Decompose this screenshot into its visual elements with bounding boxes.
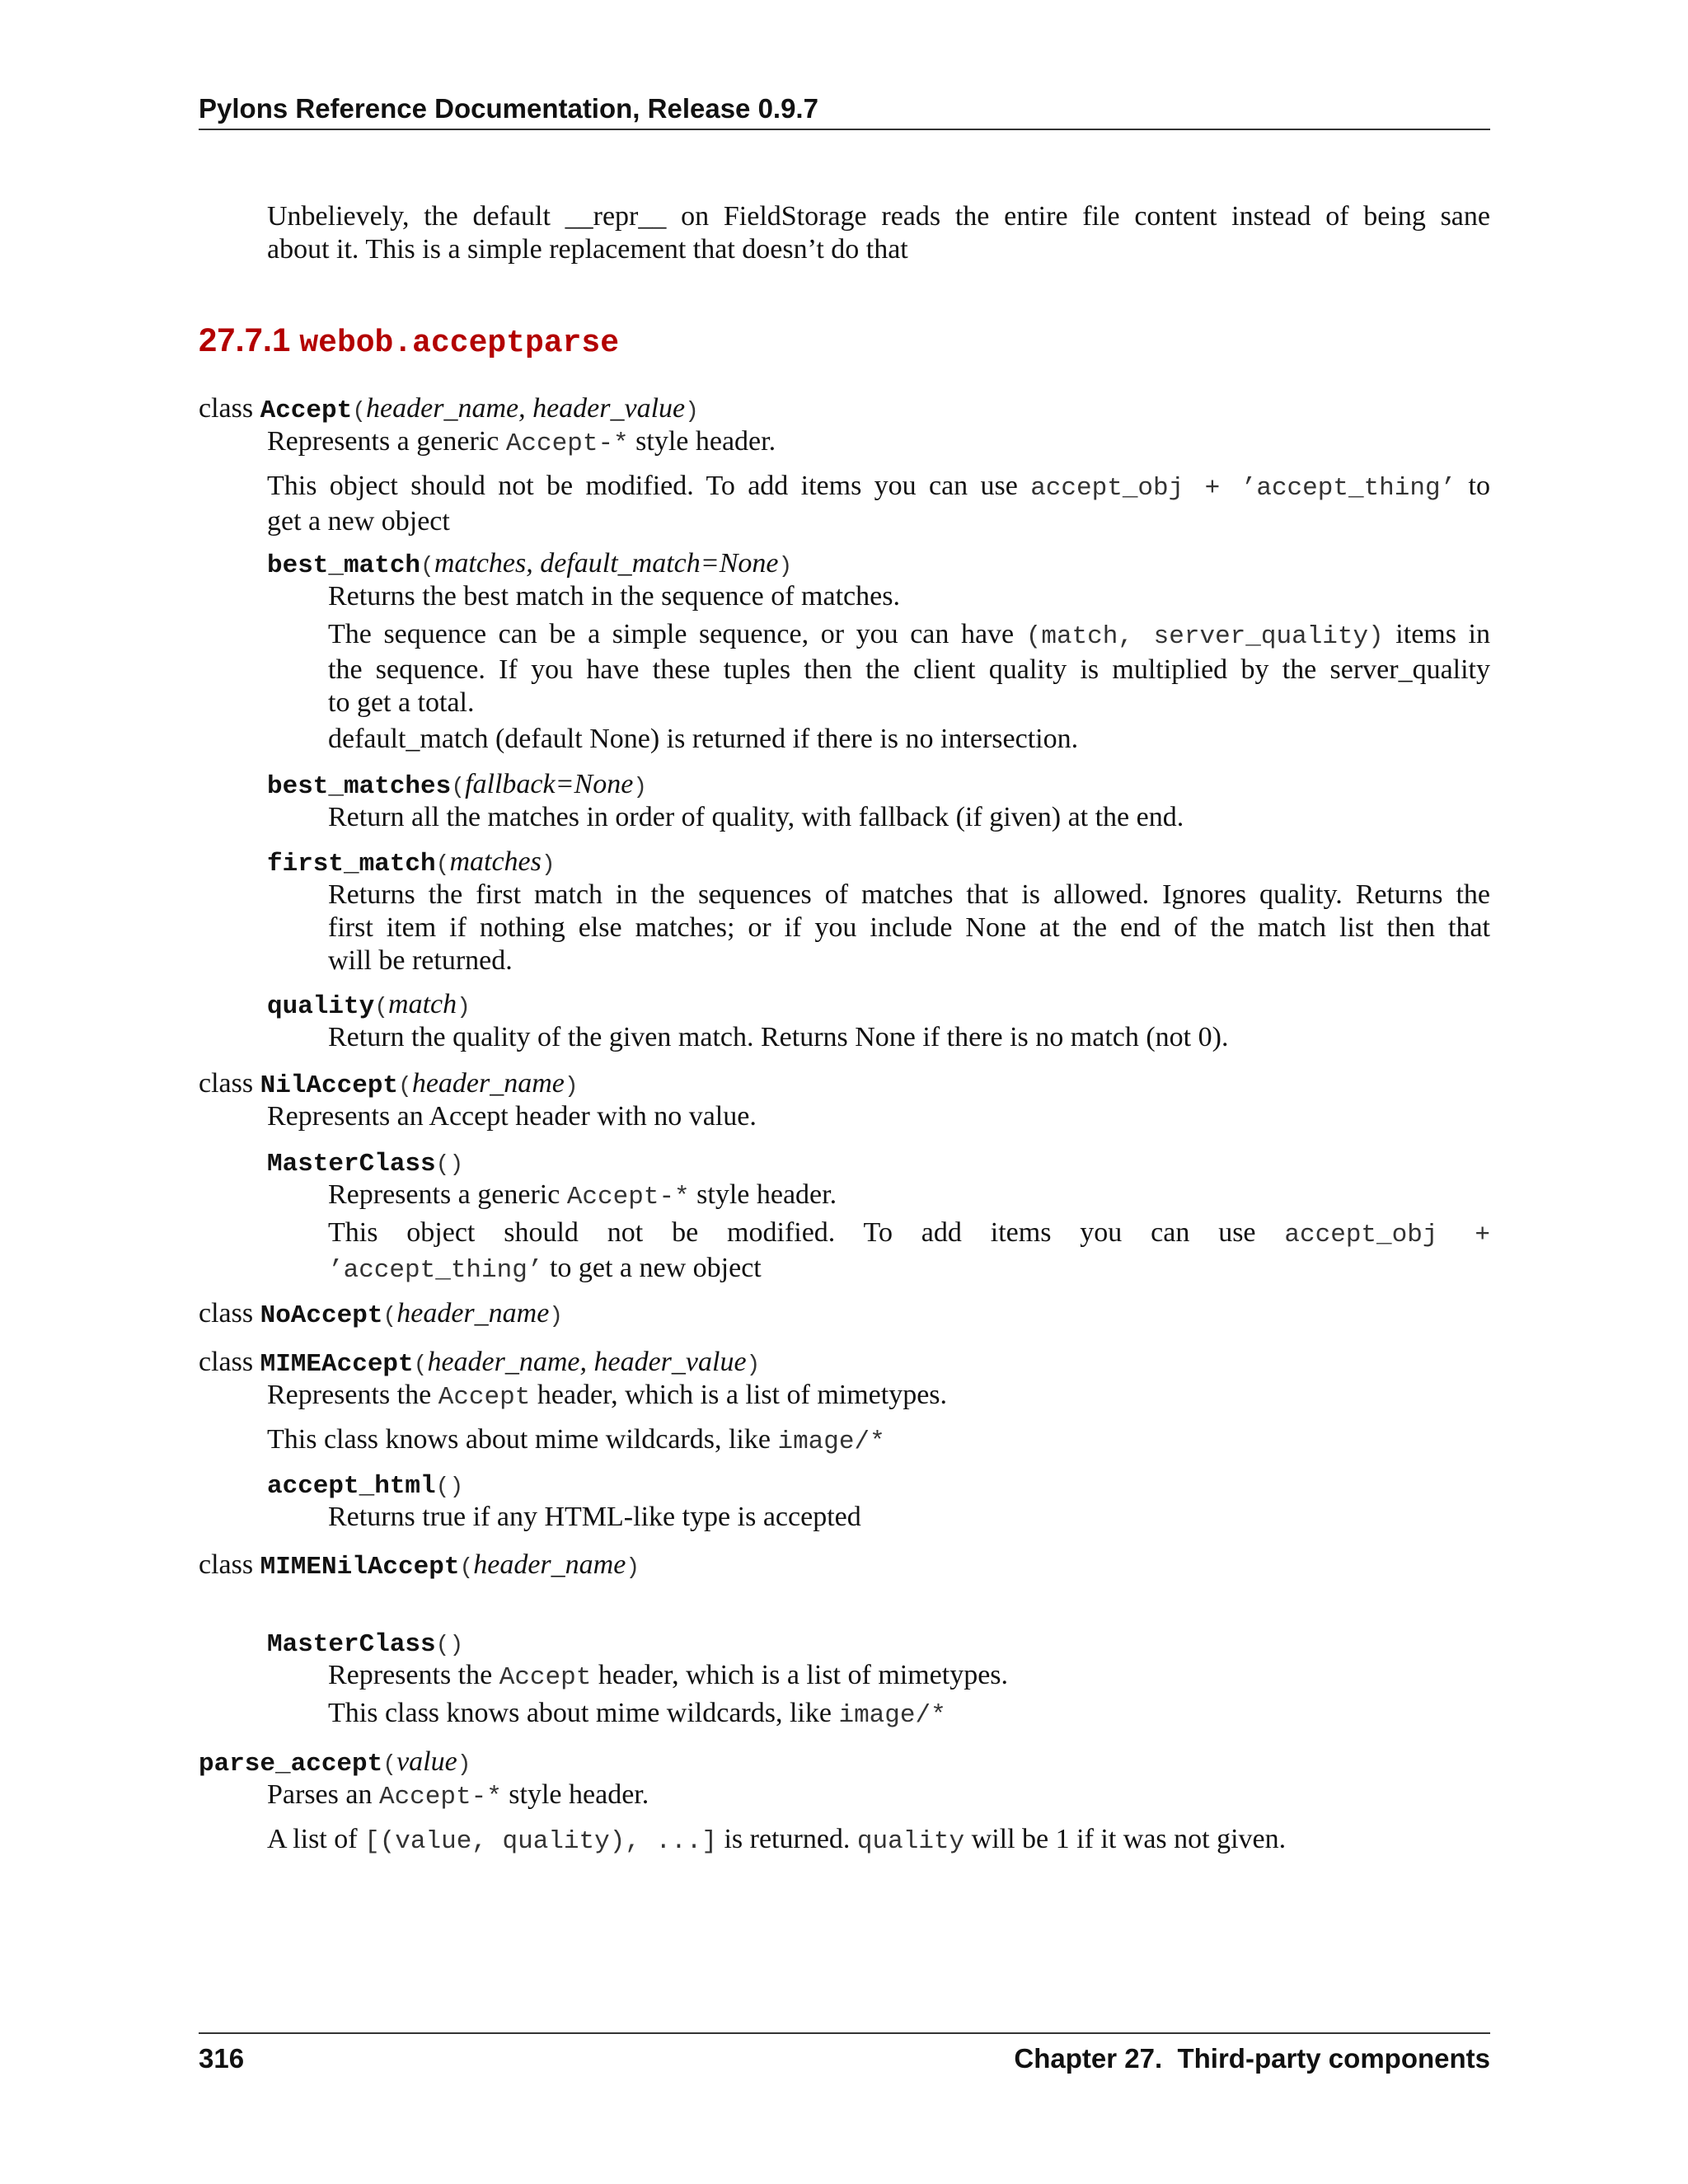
inline-code: accept_obj + ’accept_thing’ — [1030, 474, 1456, 503]
accept-html-desc: Returns true if any HTML-like type is accepted — [328, 1502, 861, 1532]
text: Represents the — [328, 1660, 499, 1690]
open-paren: ( — [374, 995, 389, 1020]
accept-description-1 — [267, 425, 776, 461]
class-keyword: class — [199, 1549, 254, 1580]
open-paren: ( — [382, 1304, 397, 1329]
class-keyword: class — [199, 1347, 254, 1377]
open-paren: ( — [398, 1074, 412, 1099]
best-match-desc-2-line-3: to get a total. — [328, 687, 475, 718]
parens: () — [435, 1633, 464, 1658]
inline-code: [(value, quality), ...] — [364, 1827, 717, 1856]
class-args: header_name, header_value — [366, 393, 686, 424]
parens: () — [435, 1152, 464, 1178]
header-rule — [199, 129, 1490, 130]
open-paren: ( — [420, 554, 434, 579]
accept-description-2 — [267, 470, 1490, 538]
close-paren: ) — [626, 1555, 640, 1581]
text: style header. — [628, 426, 776, 457]
class-nilaccept-signature — [199, 1067, 579, 1104]
text: Represents the — [267, 1380, 438, 1410]
class-accept-signature — [199, 392, 699, 429]
text: Parses an — [267, 1779, 379, 1810]
mimenilaccept-masterclass-desc-2 — [328, 1697, 946, 1732]
mimenilaccept-masterclass-signature — [267, 1626, 463, 1662]
open-paren: ( — [352, 399, 367, 424]
method-name: quality — [267, 992, 375, 1021]
inline-code: image/* — [838, 1701, 946, 1730]
function-args: value — [396, 1746, 457, 1777]
method-name: best_match — [267, 551, 421, 580]
intro-paragraph — [267, 200, 1490, 266]
inline-code: Accept — [499, 1663, 592, 1692]
class-keyword: class — [199, 1298, 254, 1329]
nilaccept-desc: Represents an Accept header with no value. — [267, 1101, 757, 1132]
nilaccept-masterclass-desc-1 — [328, 1179, 837, 1214]
best-match-desc-2 — [328, 618, 1490, 719]
close-paren: ) — [564, 1074, 579, 1099]
intro-line-2: about it. This is a simple replacement that doesn’t do that — [267, 234, 908, 265]
inline-code: image/* — [777, 1427, 885, 1456]
text: header, which is a list of mimetypes. — [530, 1380, 948, 1410]
inline-code: Accept-* — [505, 429, 629, 458]
best-match-desc-3: default_match (default None) is returned if there is no intersection. — [328, 724, 1079, 754]
nilaccept-masterclass-signature — [267, 1146, 463, 1182]
method-args: matches — [449, 846, 542, 877]
method-best-match-signature — [267, 547, 792, 583]
text: Represents a generic — [328, 1179, 567, 1210]
class-keyword: class — [199, 1068, 254, 1099]
accept-description-2-line-1 — [267, 470, 1490, 505]
chapter-title: Chapter 27. Third-party components — [1014, 2043, 1490, 2074]
close-paren: ) — [685, 399, 699, 424]
parse-accept-desc-2 — [267, 1823, 1286, 1858]
text: A list of — [267, 1824, 365, 1854]
close-paren: ) — [778, 554, 793, 579]
text: to — [1456, 471, 1490, 501]
method-name: accept_html — [267, 1472, 436, 1501]
first-match-desc-line-2: first item if nothing else matches; or if you include None at the end of the match list then that — [328, 912, 1490, 943]
text: to get a new object — [542, 1253, 762, 1283]
class-args: header_name — [411, 1068, 565, 1099]
open-paren: ( — [451, 775, 466, 800]
nilaccept-masterclass-desc-2-line-2 — [328, 1252, 1490, 1287]
inline-code: accept_obj + — [1284, 1221, 1491, 1249]
section-heading — [199, 320, 619, 364]
mimeaccept-desc-1 — [267, 1379, 947, 1414]
first-match-desc-line-1: Returns the first match in the sequences of matches that is allowed. Ignores quality. Returns the — [328, 879, 1490, 910]
class-name: MIMEAccept — [260, 1350, 414, 1379]
text: This object should not be modified. To add items you can use — [267, 471, 1031, 501]
best-match-desc-2-line-1 — [328, 618, 1490, 654]
inline-code: Accept-* — [566, 1183, 690, 1212]
inline-code: ’accept_thing’ — [328, 1256, 543, 1285]
best-match-desc-2-line-2: the sequence. If you have these tuples then the client quality is multiplied by the server_quality — [328, 654, 1490, 685]
best-matches-desc: Return all the matches in order of quality, with fallback (if given) at the end. — [328, 802, 1184, 832]
quality-desc: Return the quality of the given match. Returns None if there is no match (not 0). — [328, 1022, 1229, 1052]
text: This object should not be modified. To add items you can use — [328, 1217, 1256, 1248]
text: is returned. — [716, 1824, 857, 1854]
parens: () — [435, 1474, 464, 1500]
function-parse-accept-signature — [199, 1746, 471, 1782]
class-noaccept-signature — [199, 1297, 563, 1333]
method-name: best_matches — [267, 772, 452, 801]
mimenilaccept-masterclass-desc-1 — [328, 1659, 1008, 1694]
section-module-name: webob.acceptparse — [299, 326, 620, 361]
method-name: MasterClass — [267, 1630, 436, 1659]
section-number: 27.7.1 — [199, 322, 291, 359]
text: Represents a generic — [267, 426, 506, 457]
class-name: Accept — [260, 396, 353, 425]
mimeaccept-desc-2 — [267, 1423, 885, 1459]
class-keyword: class — [199, 393, 254, 424]
nilaccept-masterclass-desc-2-line-1 — [328, 1216, 1490, 1252]
first-match-desc — [328, 879, 1490, 977]
text: The sequence can be a simple sequence, or you can have — [328, 619, 1026, 649]
open-paren: ( — [435, 852, 450, 878]
footer-rule — [199, 2032, 1490, 2034]
inline-code: Accept-* — [378, 1783, 502, 1811]
close-paren: ) — [746, 1352, 761, 1378]
first-match-desc-line-3: will be returned. — [328, 945, 513, 976]
inline-code: Accept — [438, 1383, 531, 1412]
method-first-match-signature — [267, 846, 556, 882]
text: will be 1 if it was not given. — [964, 1824, 1287, 1854]
method-args: matches, default_match=None — [434, 548, 779, 579]
close-paren: ) — [549, 1304, 564, 1329]
intro-line-1: Unbelievely, the default __repr__ on FieldStorage reads the entire file content instead of being sane — [267, 201, 1490, 232]
text: This class knows about mime wildcards, like — [267, 1424, 778, 1455]
text: style header. — [501, 1779, 649, 1810]
function-name: parse_accept — [199, 1750, 383, 1779]
best-match-desc-1: Returns the best match in the sequence of matches. — [328, 581, 900, 612]
parse-accept-desc-1 — [267, 1779, 649, 1814]
open-paren: ( — [459, 1555, 474, 1581]
method-accept-html-signature — [267, 1468, 463, 1504]
method-args: match — [388, 989, 457, 1019]
method-name: first_match — [267, 850, 436, 879]
method-name: MasterClass — [267, 1150, 436, 1179]
close-paren: ) — [457, 1752, 471, 1778]
method-best-matches-signature — [267, 768, 647, 804]
close-paren: ) — [457, 995, 471, 1020]
close-paren: ) — [541, 852, 556, 878]
accept-description-2-line-2: get a new object — [267, 506, 450, 537]
text: items in — [1383, 619, 1491, 649]
text: This class knows about mime wildcards, like — [328, 1698, 839, 1728]
class-args: header_name — [473, 1549, 626, 1580]
close-paren: ) — [633, 775, 648, 800]
text: style header. — [689, 1179, 837, 1210]
method-args: fallback=None — [465, 769, 634, 799]
class-args: header_name — [396, 1298, 550, 1329]
inline-code: (match, server_quality) — [1025, 622, 1384, 651]
class-mimenilaccept-signature — [199, 1549, 640, 1585]
page-number: 316 — [199, 2043, 245, 2074]
class-mimeaccept-signature — [199, 1346, 760, 1382]
class-name: NoAccept — [260, 1301, 383, 1330]
open-paren: ( — [413, 1352, 428, 1378]
class-args: header_name, header_value — [427, 1347, 747, 1377]
text: header, which is a list of mimetypes. — [591, 1660, 1009, 1690]
nilaccept-masterclass-desc-2 — [328, 1216, 1490, 1287]
inline-code: quality — [856, 1827, 965, 1856]
class-name: MIMENilAccept — [260, 1553, 460, 1582]
method-quality-signature — [267, 988, 471, 1024]
running-header: Pylons Reference Documentation, Release 0.9.7 — [199, 93, 818, 124]
class-name: NilAccept — [260, 1071, 399, 1100]
open-paren: ( — [382, 1752, 397, 1778]
